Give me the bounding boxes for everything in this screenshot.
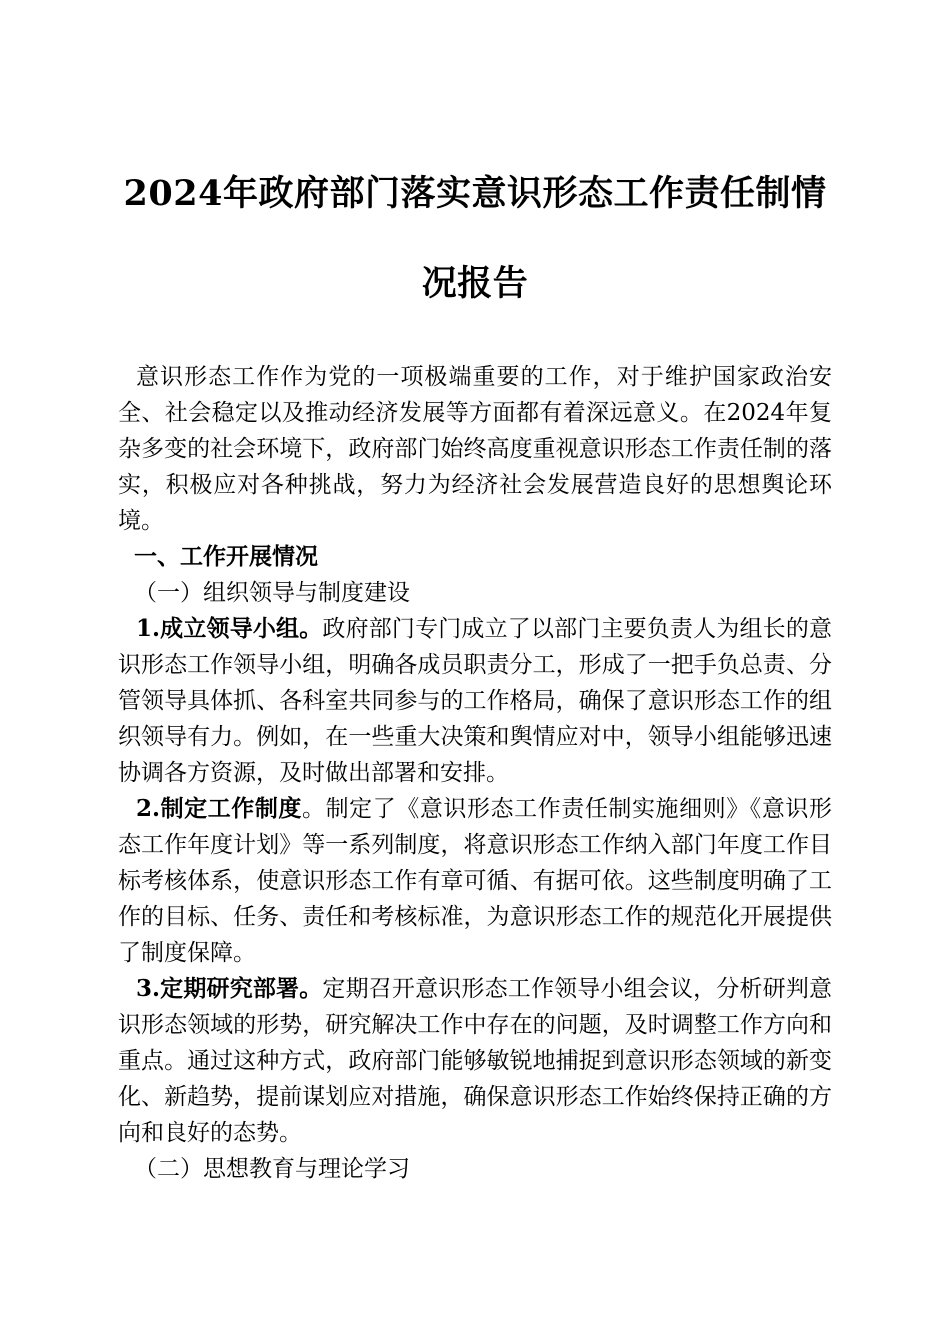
item-2-paragraph (118, 791, 832, 971)
document-title-line-1: 2024年政府部门落实意识形态工作责任制情 (123, 173, 827, 214)
subsection-heading-2: （二）思想教育与理论学习 (134, 1156, 410, 1182)
item-3-lead: 3.定期研究部署。 (136, 975, 323, 1002)
item-1-lead: 1.成立领导小组。 (136, 615, 323, 642)
document-title-line-2: 况报告 (421, 263, 529, 304)
item-3-paragraph (118, 971, 832, 1151)
intro-paragraph: 意识形态工作作为党的一项极端重要的工作，对于维护国家政治安全、社会稳定以及推动经济发展等方面都有着深远意义。在2024年复杂多变的社会环境下，政府部门始终高度重视意识形态工作责任制的落实，积极应对各种挑战，努力为经济社会发展营造良好的思想舆论环境。 (118, 364, 832, 534)
item-1-paragraph (118, 611, 832, 791)
item-2-lead: 2.制定工作制度 (136, 795, 302, 822)
item-3-text: 定期召开意识形态工作领导小组会议，分析研判意识形态领域的形势，研究解决工作中存在的问题，及时调整工作方向和重点。通过这种方式，政府部门能够敏锐地捕捉到意识形态领域的新变化、新趋势，提前谋划应对措施，确保意识形态工作始终保持正确的方向和良好的态势。 (118, 976, 832, 1146)
item-2-text: 。制定了《意识形态工作责任制实施细则》《意识形态工作年度计划》等一系列制度，将意识形态工作纳入部门年度工作目标考核体系，使意识形态工作有章可循、有据可依。这些制度明确了工作的目标、任务、责任和考核标准，为意识形态工作的规范化开展提供了制度保障。 (118, 796, 833, 966)
document-body (118, 359, 832, 1187)
section-heading-1: 一、工作开展情况 (134, 543, 318, 570)
subsection-heading-1: （一）组织领导与制度建设 (134, 580, 410, 606)
item-1-text: 政府部门专门成立了以部门主要负责人为组长的意识形态工作领导小组，明确各成员职责分工，形成了一把手负总责、分管领导具体抓、各科室共同参与的工作格局，确保了意识形态工作的组织领导有力。例如，在一些重大决策和舆情应对中，领导小组能够迅速协调各方资源，及时做出部署和安排。 (118, 616, 832, 786)
